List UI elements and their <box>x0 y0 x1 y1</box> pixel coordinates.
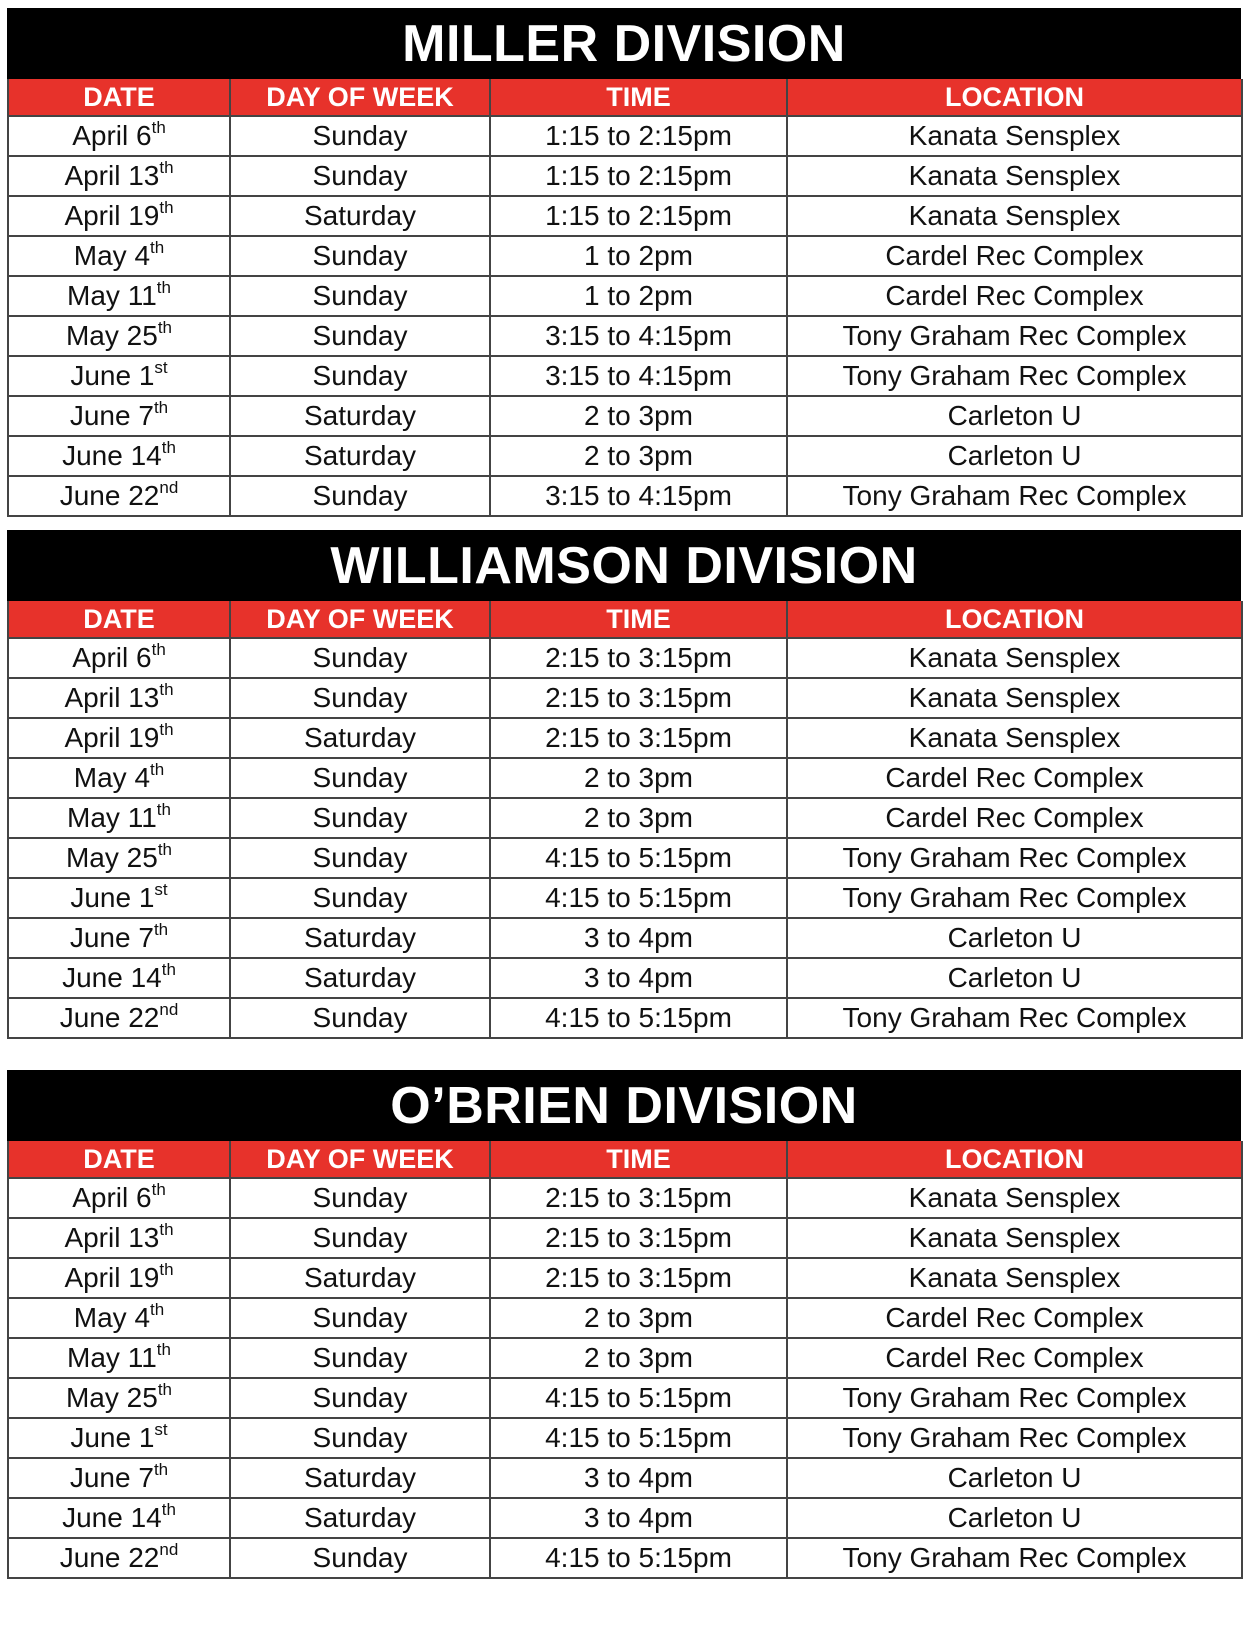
table-row <box>8 356 1242 396</box>
day-cell: Sunday <box>230 638 490 678</box>
day-cell: Sunday <box>230 276 490 316</box>
location-cell: Kanata Sensplex <box>787 116 1242 156</box>
date-text: May 25 <box>65 842 158 873</box>
date-cell <box>8 638 230 678</box>
date-ordinal-suffix: th <box>159 1259 174 1279</box>
time-cell: 1 to 2pm <box>490 276 787 316</box>
date-text: May 4 <box>73 762 151 793</box>
date-cell <box>8 718 230 758</box>
location-cell: Tony Graham Rec Complex <box>787 1378 1242 1418</box>
location-cell: Cardel Rec Complex <box>787 1338 1242 1378</box>
date-ordinal-suffix: th <box>159 1219 174 1239</box>
time-cell: 2:15 to 3:15pm <box>490 1178 787 1218</box>
date-cell <box>8 878 230 918</box>
date-ordinal-suffix: th <box>157 317 172 337</box>
table-row <box>8 638 1242 678</box>
date-text: June 1 <box>70 360 155 391</box>
date-text: May 4 <box>73 240 151 271</box>
date-ordinal-suffix: th <box>153 1459 169 1479</box>
day-cell: Saturday <box>230 1458 490 1498</box>
date-text: June 22 <box>59 1542 160 1573</box>
column-header-day: DAY OF WEEK <box>230 79 490 116</box>
location-cell: Kanata Sensplex <box>787 718 1242 758</box>
location-cell: Carleton U <box>787 1458 1242 1498</box>
time-cell: 4:15 to 5:15pm <box>490 1418 787 1458</box>
location-cell: Carleton U <box>787 918 1242 958</box>
header-row <box>8 601 1242 638</box>
date-ordinal-suffix: th <box>159 197 174 217</box>
day-cell: Sunday <box>230 998 490 1038</box>
time-cell: 2 to 3pm <box>490 758 787 798</box>
time-cell: 4:15 to 5:15pm <box>490 1378 787 1418</box>
date-ordinal-suffix: st <box>154 1419 168 1439</box>
time-cell: 3 to 4pm <box>490 1498 787 1538</box>
day-cell: Sunday <box>230 116 490 156</box>
day-cell: Sunday <box>230 316 490 356</box>
time-cell: 4:15 to 5:15pm <box>490 838 787 878</box>
date-cell <box>8 1418 230 1458</box>
division-title: O’BRIEN DIVISION <box>7 1070 1241 1141</box>
date-cell <box>8 316 230 356</box>
time-cell: 1:15 to 2:15pm <box>490 116 787 156</box>
day-cell: Sunday <box>230 1298 490 1338</box>
time-cell: 2 to 3pm <box>490 436 787 476</box>
date-text: June 22 <box>59 1002 160 1033</box>
time-cell: 2 to 3pm <box>490 1338 787 1378</box>
day-cell: Sunday <box>230 878 490 918</box>
location-cell: Kanata Sensplex <box>787 1178 1242 1218</box>
table-row <box>8 1458 1242 1498</box>
day-cell: Sunday <box>230 798 490 838</box>
date-cell <box>8 1298 230 1338</box>
schedule-table <box>7 79 1243 517</box>
date-cell <box>8 196 230 236</box>
column-header-day: DAY OF WEEK <box>230 601 490 638</box>
date-text: June 22 <box>59 480 160 511</box>
date-ordinal-suffix: st <box>154 357 168 377</box>
table-row <box>8 116 1242 156</box>
time-cell: 2:15 to 3:15pm <box>490 1258 787 1298</box>
date-text: May 11 <box>67 1342 157 1373</box>
location-cell: Tony Graham Rec Complex <box>787 1418 1242 1458</box>
day-cell: Sunday <box>230 1418 490 1458</box>
location-cell: Kanata Sensplex <box>787 638 1242 678</box>
day-cell: Saturday <box>230 436 490 476</box>
time-cell: 3 to 4pm <box>490 918 787 958</box>
time-cell: 3 to 4pm <box>490 1458 787 1498</box>
date-cell <box>8 116 230 156</box>
column-header-location: LOCATION <box>787 1141 1242 1178</box>
date-cell <box>8 1338 230 1378</box>
location-cell: Tony Graham Rec Complex <box>787 1538 1242 1578</box>
date-cell <box>8 678 230 718</box>
date-cell <box>8 356 230 396</box>
date-ordinal-suffix: th <box>151 117 166 137</box>
time-cell: 2 to 3pm <box>490 396 787 436</box>
column-header-date: DATE <box>8 79 230 116</box>
location-cell: Kanata Sensplex <box>787 1218 1242 1258</box>
date-text: April 13 <box>64 1222 160 1253</box>
table-row <box>8 1258 1242 1298</box>
schedule-table <box>7 601 1243 1039</box>
time-cell: 2 to 3pm <box>490 1298 787 1338</box>
date-ordinal-suffix: th <box>159 157 174 177</box>
date-ordinal-suffix: th <box>159 719 174 739</box>
date-cell <box>8 918 230 958</box>
table-row <box>8 236 1242 276</box>
table-row <box>8 678 1242 718</box>
location-cell: Carleton U <box>787 396 1242 436</box>
day-cell: Sunday <box>230 678 490 718</box>
date-cell <box>8 1498 230 1538</box>
column-header-location: LOCATION <box>787 79 1242 116</box>
date-ordinal-suffix: th <box>151 1179 166 1199</box>
date-cell <box>8 156 230 196</box>
column-header-date: DATE <box>8 601 230 638</box>
date-text: April 19 <box>64 1262 160 1293</box>
date-cell <box>8 1218 230 1258</box>
date-text: April 6 <box>72 120 152 151</box>
date-cell <box>8 236 230 276</box>
date-cell <box>8 838 230 878</box>
date-cell <box>8 998 230 1038</box>
date-text: April 6 <box>72 1182 152 1213</box>
location-cell: Tony Graham Rec Complex <box>787 476 1242 516</box>
day-cell: Saturday <box>230 1258 490 1298</box>
division-obrien <box>7 1070 1241 1579</box>
date-cell <box>8 798 230 838</box>
day-cell: Sunday <box>230 758 490 798</box>
day-cell: Saturday <box>230 1498 490 1538</box>
table-row <box>8 196 1242 236</box>
time-cell: 2 to 3pm <box>490 798 787 838</box>
date-text: June 7 <box>69 400 154 431</box>
table-row <box>8 276 1242 316</box>
time-cell: 2:15 to 3:15pm <box>490 718 787 758</box>
table-row <box>8 436 1242 476</box>
table-row <box>8 1418 1242 1458</box>
time-cell: 2:15 to 3:15pm <box>490 638 787 678</box>
time-cell: 3 to 4pm <box>490 958 787 998</box>
table-row <box>8 1218 1242 1258</box>
column-header-time: TIME <box>490 601 787 638</box>
day-cell: Sunday <box>230 156 490 196</box>
date-ordinal-suffix: th <box>157 1379 172 1399</box>
date-text: April 19 <box>64 722 160 753</box>
date-cell <box>8 476 230 516</box>
time-cell: 3:15 to 4:15pm <box>490 356 787 396</box>
column-header-location: LOCATION <box>787 601 1242 638</box>
date-ordinal-suffix: th <box>156 799 171 819</box>
date-cell <box>8 958 230 998</box>
table-row <box>8 1498 1242 1538</box>
time-cell: 4:15 to 5:15pm <box>490 878 787 918</box>
location-cell: Tony Graham Rec Complex <box>787 998 1242 1038</box>
day-cell: Sunday <box>230 236 490 276</box>
date-text: May 11 <box>67 802 157 833</box>
date-text: June 14 <box>62 1502 162 1533</box>
header-row <box>8 1141 1242 1178</box>
table-row <box>8 1538 1242 1578</box>
day-cell: Sunday <box>230 838 490 878</box>
division-title: MILLER DIVISION <box>7 8 1241 79</box>
time-cell: 4:15 to 5:15pm <box>490 998 787 1038</box>
table-row <box>8 918 1242 958</box>
date-text: April 19 <box>64 200 160 231</box>
table-row <box>8 396 1242 436</box>
column-header-time: TIME <box>490 1141 787 1178</box>
time-cell: 3:15 to 4:15pm <box>490 316 787 356</box>
table-row <box>8 958 1242 998</box>
day-cell: Sunday <box>230 1538 490 1578</box>
date-ordinal-suffix: th <box>150 237 165 257</box>
date-text: May 4 <box>73 1302 151 1333</box>
table-row <box>8 838 1242 878</box>
date-ordinal-suffix: th <box>150 1299 165 1319</box>
division-williamson <box>7 530 1241 1039</box>
division-title: WILLIAMSON DIVISION <box>7 530 1241 601</box>
time-cell: 2:15 to 3:15pm <box>490 1218 787 1258</box>
location-cell: Cardel Rec Complex <box>787 758 1242 798</box>
location-cell: Cardel Rec Complex <box>787 276 1242 316</box>
date-ordinal-suffix: nd <box>159 1539 179 1559</box>
time-cell: 3:15 to 4:15pm <box>490 476 787 516</box>
day-cell: Saturday <box>230 918 490 958</box>
time-cell: 1:15 to 2:15pm <box>490 156 787 196</box>
time-cell: 2:15 to 3:15pm <box>490 678 787 718</box>
table-row <box>8 316 1242 356</box>
location-cell: Carleton U <box>787 1498 1242 1538</box>
location-cell: Carleton U <box>787 958 1242 998</box>
table-row <box>8 156 1242 196</box>
table-row <box>8 718 1242 758</box>
date-text: June 1 <box>70 1422 155 1453</box>
header-row <box>8 79 1242 116</box>
table-row <box>8 1338 1242 1378</box>
location-cell: Kanata Sensplex <box>787 196 1242 236</box>
day-cell: Saturday <box>230 718 490 758</box>
date-text: June 14 <box>62 962 162 993</box>
column-header-time: TIME <box>490 79 787 116</box>
date-ordinal-suffix: th <box>156 277 171 297</box>
time-cell: 4:15 to 5:15pm <box>490 1538 787 1578</box>
day-cell: Sunday <box>230 1338 490 1378</box>
time-cell: 1:15 to 2:15pm <box>490 196 787 236</box>
date-cell <box>8 396 230 436</box>
date-ordinal-suffix: th <box>161 959 176 979</box>
date-text: May 25 <box>65 320 158 351</box>
date-text: April 13 <box>64 160 160 191</box>
day-cell: Sunday <box>230 1178 490 1218</box>
date-text: May 25 <box>65 1382 158 1413</box>
location-cell: Tony Graham Rec Complex <box>787 356 1242 396</box>
location-cell: Tony Graham Rec Complex <box>787 838 1242 878</box>
location-cell: Cardel Rec Complex <box>787 1298 1242 1338</box>
day-cell: Saturday <box>230 396 490 436</box>
date-ordinal-suffix: nd <box>159 477 179 497</box>
column-header-date: DATE <box>8 1141 230 1178</box>
day-cell: Sunday <box>230 1218 490 1258</box>
date-text: June 1 <box>70 882 155 913</box>
day-cell: Sunday <box>230 476 490 516</box>
date-text: May 11 <box>67 280 157 311</box>
location-cell: Kanata Sensplex <box>787 1258 1242 1298</box>
location-cell: Kanata Sensplex <box>787 156 1242 196</box>
day-cell: Saturday <box>230 196 490 236</box>
division-miller <box>7 8 1241 517</box>
location-cell: Tony Graham Rec Complex <box>787 316 1242 356</box>
date-ordinal-suffix: th <box>156 1339 171 1359</box>
schedule-table <box>7 1141 1243 1579</box>
location-cell: Cardel Rec Complex <box>787 236 1242 276</box>
location-cell: Carleton U <box>787 436 1242 476</box>
date-ordinal-suffix: th <box>161 437 176 457</box>
date-text: June 14 <box>62 440 162 471</box>
date-cell <box>8 1178 230 1218</box>
date-text: June 7 <box>69 922 154 953</box>
date-cell <box>8 436 230 476</box>
date-ordinal-suffix: th <box>159 679 174 699</box>
table-row <box>8 1378 1242 1418</box>
date-ordinal-suffix: th <box>150 759 165 779</box>
time-cell: 1 to 2pm <box>490 236 787 276</box>
table-row <box>8 758 1242 798</box>
date-ordinal-suffix: th <box>153 397 169 417</box>
location-cell: Cardel Rec Complex <box>787 798 1242 838</box>
date-ordinal-suffix: nd <box>159 999 179 1019</box>
day-cell: Sunday <box>230 1378 490 1418</box>
date-ordinal-suffix: th <box>157 839 172 859</box>
table-row <box>8 476 1242 516</box>
date-cell <box>8 1538 230 1578</box>
date-text: April 13 <box>64 682 160 713</box>
day-cell: Sunday <box>230 356 490 396</box>
date-ordinal-suffix: th <box>153 919 169 939</box>
table-row <box>8 878 1242 918</box>
date-cell <box>8 1378 230 1418</box>
table-row <box>8 1178 1242 1218</box>
date-cell <box>8 758 230 798</box>
date-cell <box>8 1258 230 1298</box>
day-cell: Saturday <box>230 958 490 998</box>
date-cell <box>8 1458 230 1498</box>
date-ordinal-suffix: th <box>151 639 166 659</box>
table-row <box>8 1298 1242 1338</box>
date-ordinal-suffix: st <box>154 879 168 899</box>
date-text: June 7 <box>69 1462 154 1493</box>
table-row <box>8 998 1242 1038</box>
location-cell: Tony Graham Rec Complex <box>787 878 1242 918</box>
date-ordinal-suffix: th <box>161 1499 176 1519</box>
table-row <box>8 798 1242 838</box>
date-cell <box>8 276 230 316</box>
column-header-day: DAY OF WEEK <box>230 1141 490 1178</box>
date-text: April 6 <box>72 642 152 673</box>
location-cell: Kanata Sensplex <box>787 678 1242 718</box>
